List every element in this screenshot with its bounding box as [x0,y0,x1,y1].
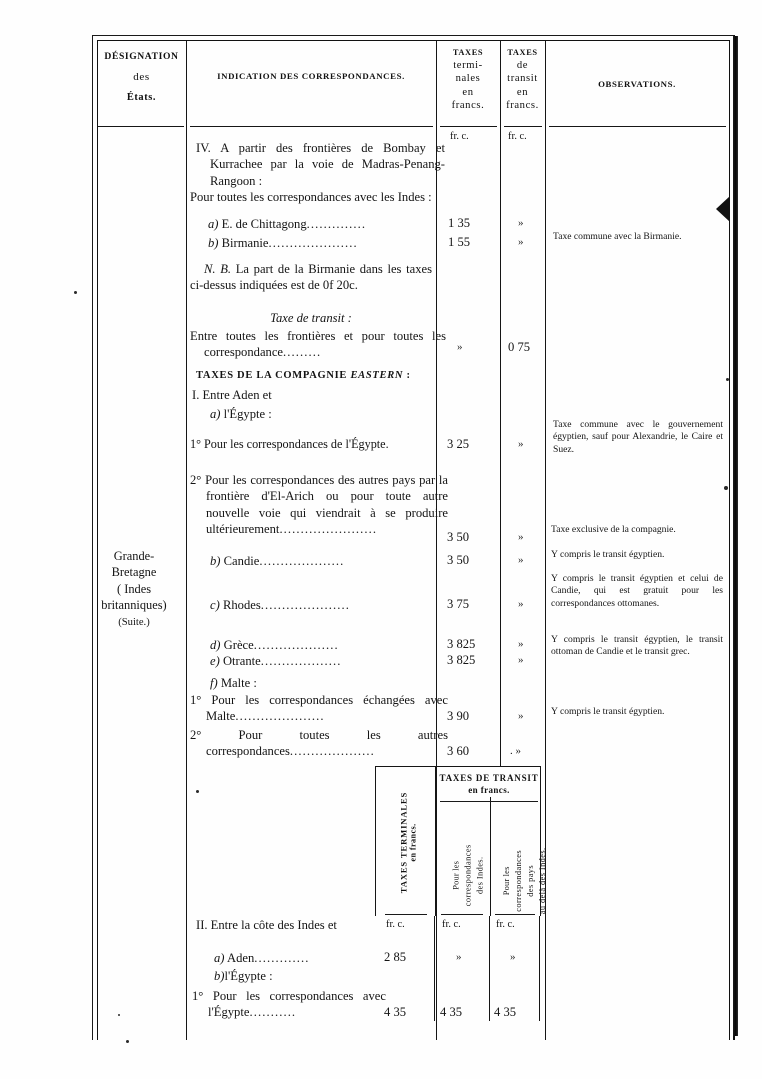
header-rule-indication [190,126,433,127]
row-taxe-de-transit [190,310,432,326]
observation-corr-egypte [553,419,723,456]
header-transit-line4: en [516,86,529,98]
row-2-autres-corr-marker: 2° [190,728,202,742]
header-designation-line1: DÉSIGNATION [104,51,179,62]
row-taxe-de-transit-text: Taxe de transit : [270,311,352,325]
value-e-otrante-terminale: 3 825 [447,653,476,667]
subheader-transit-indes-line3: des Indes. [476,856,486,895]
subbody-rule-2 [489,916,490,1021]
subrow-b-egypte-text: l'Égypte : [224,969,273,983]
subunit-rule-3 [495,914,535,915]
subheader-transit-indes-line1: Pour les [451,860,461,890]
subrow-a-aden-label: Aden [226,951,255,965]
value-e-otrante-transit: » [518,654,524,666]
state-line-suite: (Suite.) [118,616,150,628]
scan-speck-1 [74,291,77,294]
scan-triangle-artifact [716,196,730,222]
row-b-birmanie-marker: b) [208,236,219,250]
value-d-grece-transit: » [518,638,524,650]
row-c-rhodes: c) Rhodes..................... [210,598,350,612]
header-terminales-line1: TAXES [452,48,484,57]
subrow-ii-text: II. Entre la côte des Indes et [196,918,337,932]
subrow-1-corr-egypte-label: Pour les correspondances avec l'Égypte [208,989,386,1020]
header-designation-line3: États. [126,92,157,104]
subvalue-aden-transit-audela: » [510,951,516,963]
header-designation [97,51,186,105]
value-entre-frontieres-transit: 0 75 [508,340,531,354]
observation-corr-egypte-text: Taxe commune avec le gouvernement égyptien, sauf pour Alexandrie, le Caire et Suez. [553,419,723,455]
subrow-b-egypte-marker: b) [214,969,225,983]
state-line-1: Grande- [113,549,155,563]
row-pour-toutes-indes-text: Pour toutes les correspondances avec les Indes : [190,190,432,204]
subvalue-egypte-terminale: 4 35 [384,1005,407,1019]
subrow-ii-cote-indes [196,917,385,933]
row-1-corr-malte: 1° Pour les correspondances échangées avec Malte..................... [190,693,448,724]
row-1-corr-egypte [190,437,434,453]
subvalue-aden-terminale: 2 85 [384,950,407,964]
row-section-iv-text: IV. A partir des frontières de Bombay et Kurrachee par la voie de Madras-Penang-Rangoon : [196,141,445,188]
row-nb-prefix: N. B. [204,262,232,276]
subvalue-egypte-transit-audela: 4 35 [494,1005,517,1019]
table-header-band [97,41,729,125]
row-e-otrante-marker: e) [210,654,220,668]
row-a-chittagong-label: E. de Chittagong [221,217,307,231]
subheader-terminales-line1: TAXES TERMINALES [398,791,409,894]
row-f-malte-marker: f) [210,676,218,690]
header-observations [545,79,729,90]
value-b-birmanie-terminale: 1 55 [448,235,471,249]
row-eastern-name: EASTERN [350,370,404,381]
subunit-rule-2 [441,914,483,915]
row-compagnie-eastern [196,369,436,383]
subunit-marker-2: fr. c. [442,919,461,930]
row-entre-frontieres-label: Entre toutes les frontières et pour toutes les correspondance [190,329,446,360]
header-transit-line1: TAXES [507,48,538,57]
header-rule-observations [549,126,726,127]
state-line-2: Bretagne [111,565,157,580]
subheader-transit-group-rule [440,801,538,802]
subheader-transit-indes-line2: correspondances [463,844,473,907]
value-1-corr-egypte-transit: » [518,438,524,450]
row-a-egypte-marker: a) [210,407,221,421]
value-b-birmanie-transit: » [518,236,524,248]
scan-speck-6 [118,1014,120,1016]
state-line-3: ( Indes [116,581,152,596]
header-rule-designation [98,126,184,127]
header-taxes-transit [500,48,545,113]
subheader-terminales-line2: en francs. [408,823,418,862]
row-2-corr-autres-marker: 2° [190,473,202,487]
scan-speck-2 [726,378,729,381]
row-2-corr-autres-label: Pour les correspondances des autres pays par la frontière d'El-Arich ou pour toute autre nouvelle voie qui viendrait à se produire ultérieurement [205,473,448,537]
header-transit-line2: de [516,59,529,71]
observation-candie-text: Y compris le transit égyptien. [551,549,665,560]
row-b-candie-marker: b) [210,554,221,568]
subrow-a-aden: a) Aden............. [214,951,310,965]
subheader-transit-group-line2: en francs. [468,785,510,796]
unit-marker-terminales: fr. c. [450,131,469,142]
subunit-marker-3: fr. c. [496,919,515,930]
value-b-candie-terminale: 3 50 [447,553,470,567]
observation-candie [551,549,723,561]
row-d-grece-label: Grèce [223,638,254,652]
row-f-malte-text: Malte : [220,676,257,690]
observation-autres-pays [551,524,723,536]
value-2-corr-autres-transit: » [518,531,524,543]
value-1-corr-malte-terminale: 3 90 [447,709,470,723]
header-designation-line2: des [133,71,150,84]
subunit-rule-1 [385,914,427,915]
subtable-rule-2 [490,797,491,916]
subbody-rule-1 [434,916,435,1021]
observation-grece [551,634,723,659]
header-rule-terminales [440,126,497,127]
subheader-transit-audela-line1: Pour les [502,866,512,896]
subbody-rule-3 [539,916,540,1021]
value-2-autres-corr-terminale: 3 60 [447,744,470,758]
row-a-chittagong-marker: a) [208,217,219,231]
observation-chittagong-text: Taxe commune avec la Birmanie. [553,231,682,242]
column-rule-designation [186,41,187,1040]
row-d-grece: d) Grèce.................... [210,638,339,652]
row-2-autres-corr: 2° Pour toutes les autres correspondances.................... [190,728,448,759]
scan-speck-3 [724,486,728,490]
subheader-transit-audela-line3: des pays [526,864,535,897]
subheader-transit-group [437,772,541,796]
subrow-a-aden-marker: a) [214,951,225,965]
row-1-corr-malte-marker: 1° [190,693,202,707]
row-1-corr-egypte-marker: 1° [190,437,201,451]
row-c-rhodes-marker: c) [210,598,220,612]
subheader-transit-indes [451,828,488,922]
row-1-corr-egypte-label: Pour les correspondances de l'Égypte. [204,437,389,451]
value-c-rhodes-transit: » [518,598,524,610]
value-2-corr-autres-terminale: 3 50 [447,530,470,544]
observation-rhodes [551,573,723,610]
subvalue-aden-transit-indes: » [456,951,462,963]
value-2-autres-corr-transit: . » [510,745,521,757]
header-transit-line5: francs. [506,100,539,112]
row-f-malte [210,675,432,691]
row-e-otrante-label: Otrante [222,654,261,668]
subrow-1-corr-egypte: 1° Pour les correspondances avec l'Égypte........... [192,989,386,1020]
subvalue-egypte-transit-indes: 4 35 [440,1005,463,1019]
value-1-corr-egypte-terminale: 3 25 [447,437,470,451]
row-2-corr-autres-pays: 2° Pour les correspondances des autres pays par la frontière d'El-Arich ou pour toute autre nouvelle voie qui viendrait à se produire ultérieurement....................... [190,473,448,537]
observation-autres-pays-text: Taxe exclusive de la compagnie. [551,524,676,535]
observation-malte [551,706,723,718]
subrow-b-egypte [214,968,374,984]
value-a-chittagong-transit: » [518,217,524,229]
row-i-entre-aden-text: I. Entre Aden et [192,388,272,402]
scan-speck-5 [126,1040,129,1043]
row-a-egypte-text: l'Égypte : [223,407,272,421]
row-b-candie: b) Candie.................... [210,554,345,568]
subheader-transit-group-line1: TAXES DE TRANSIT [439,773,539,783]
column-rule-transit [500,41,501,766]
state-line-4: britanniques) [101,598,167,613]
row-a-egypte [210,406,432,422]
header-terminales-line3: nales [455,73,481,85]
subheader-transit-audela-line2: correspondances [514,849,524,912]
row-1-corr-malte-label: Pour les correspondances échangées avec Malte [206,693,448,724]
value-b-candie-transit: » [518,554,524,566]
header-observations-label: OBSERVATIONS. [598,79,676,89]
observation-grece-text: Y compris le transit égyptien, le transit ottoman de Candie et le transit grec. [551,634,723,658]
row-b-birmanie-label: Birmanie [221,236,269,250]
header-terminales-line5: francs. [451,100,485,112]
subheader-transit-audela-line4: au delà des Indes. [537,847,547,915]
subrow-1-corr-egypte-marker: 1° [192,989,204,1003]
header-taxes-terminales [436,48,500,113]
row-eastern-prefix: TAXES DE LA COMPAGNIE [196,370,351,381]
nested-subtable [375,766,547,916]
header-rule-transit [504,126,542,127]
unit-marker-transit: fr. c. [508,131,527,142]
row-c-rhodes-label: Rhodes [222,598,261,612]
row-b-birmanie: b) Birmanie..................... [208,236,358,250]
subheader-terminales [399,784,418,902]
row-pour-toutes-indes [190,189,446,205]
value-1-corr-malte-transit: » [518,710,524,722]
observation-rhodes-text: Y compris le transit égyptien et celui de Candie, qui est gratuit pour les correspondances ottomanes. [551,573,723,609]
value-c-rhodes-terminale: 3 75 [447,597,470,611]
header-indication [186,71,436,82]
scan-edge-artifact [733,36,738,1036]
row-section-iv [196,140,445,189]
row-nb-text: La part de la Birmanie dans les taxes ci-dessus indiquées est de 0f 20c. [190,262,432,293]
row-nb-birmanie [190,261,432,294]
header-transit-line3: transit [507,73,538,85]
row-entre-frontieres: Entre toutes les frontières et pour toutes les correspondance......... [190,329,446,360]
value-entre-frontieres-terminale-mark: » [457,341,463,353]
value-d-grece-terminale: 3 825 [447,637,476,651]
observation-malte-text: Y compris le transit égyptien. [551,706,665,717]
scan-speck-4 [196,790,199,793]
value-a-chittagong-terminale: 1 35 [448,216,471,230]
header-terminales-line4: en [462,86,474,98]
row-i-entre-aden [192,387,432,403]
header-indication-label: INDICATION DES CORRESPONDANCES. [217,71,405,81]
row-2-autres-corr-label: Pour toutes les autres correspondances [206,728,448,759]
row-a-chittagong: a) E. de Chittagong.............. [208,217,367,231]
subunit-marker-1: fr. c. [386,919,405,930]
state-column-label [78,548,190,629]
observation-chittagong [553,231,721,243]
row-eastern-tail: : [403,370,411,381]
header-terminales-line2: termi- [453,59,483,71]
row-d-grece-marker: d) [210,638,221,652]
row-e-otrante: e) Otrante................... [210,654,342,668]
row-b-candie-label: Candie [223,554,260,568]
